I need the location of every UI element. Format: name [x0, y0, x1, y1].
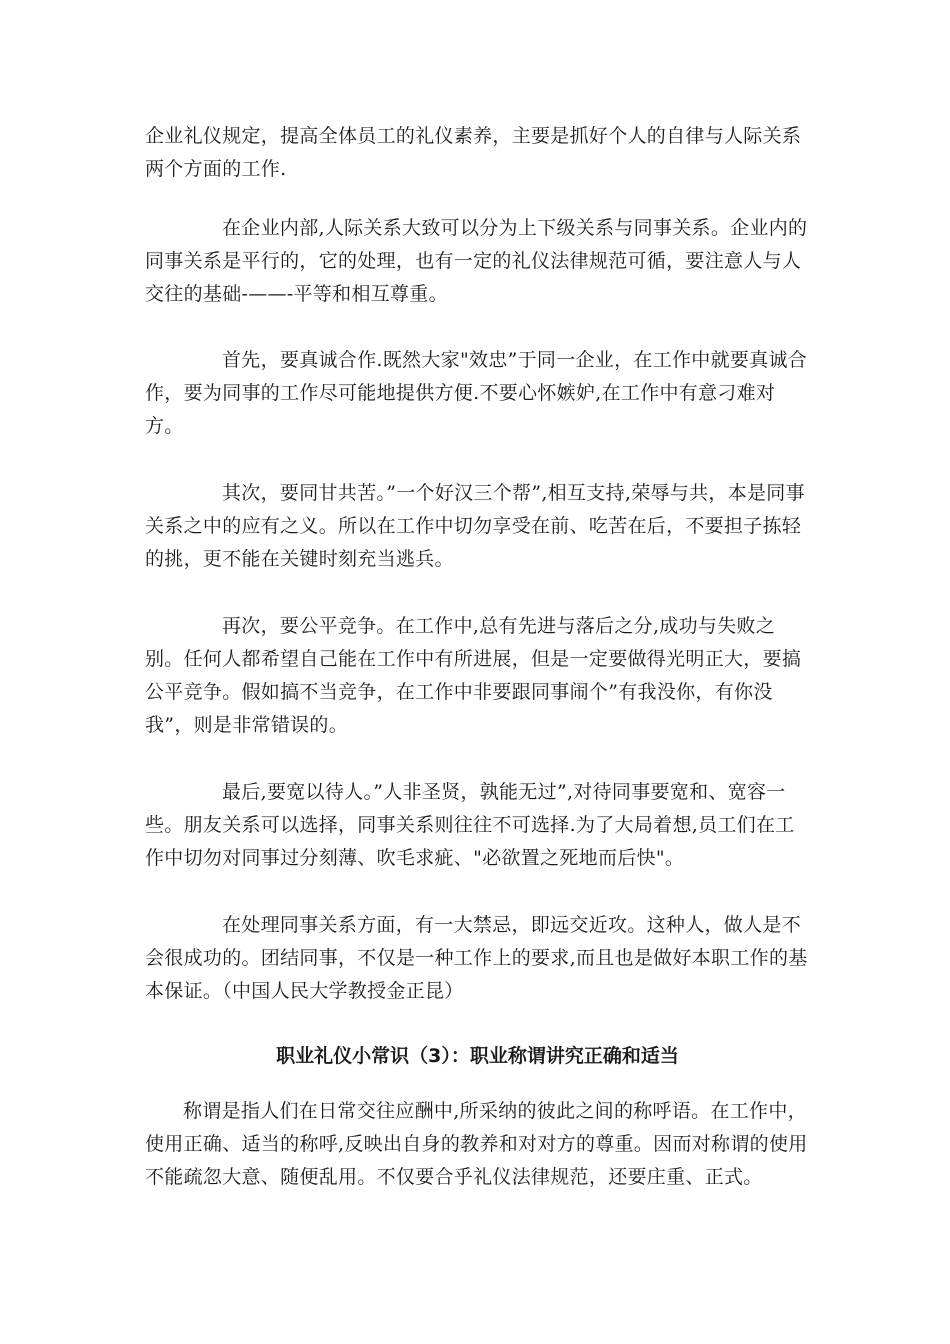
section-heading: 职业礼仪小常识（3）：职业称谓讲究正确和适当 — [276, 1045, 679, 1067]
paragraph-intro: 企业礼仪规定，提高全体员工的礼仪素养，主要是抓好个人的自律与人际关系两个方面的工作. — [145, 125, 802, 180]
paragraph-last-tolerance: 最后,要宽以待人。”人非圣贤，孰能无过”,对待同事要宽和、宽容一些。朋友关系可以选择，同事关系则往往不可选择.为了大局着想,员工们在工作中切勿对同事过分刻薄、吹毛求疵、"必欲置之死地而后快"。 — [145, 781, 795, 869]
paragraph-forms-of-address: 称谓是指人们在日常交往应酬中,所采纳的彼此之间的称呼语。在工作中，使用正确、适当的称呼,反映出自身的教养和对对方的尊重。因而对称谓的使用不能疏忽大意、随便乱用。不仅要合乎礼仪法律规范，还要庄重、正式。 — [145, 1100, 808, 1188]
paragraph-first-cooperation: 首先，要真诚合作.既然大家"效忠”于同一企业，在工作中就要真诚合作，要为同事的工作尽可能地提供方便.不要心怀嫉妒,在工作中有意刁难对方。 — [145, 349, 808, 437]
paragraph-second-share-hardship: 其次，要同甘共苦。”一个好汉三个帮”,相互支持,荣辱与共，本是同事关系之中的应有之义。所以在工作中切勿享受在前、吃苦在后，不要担子拣轻的挑，更不能在关键时刻充当逃兵。 — [145, 482, 805, 570]
paragraph-internal-relations: 在企业内部,人际关系大致可以分为上下级关系与同事关系。企业内的同事关系是平行的，它的处理，也有一定的礼仪法律规范可循，要注意人与人交往的基础-——-平等和相互尊重。 — [145, 217, 808, 305]
paragraph-taboo: 在处理同事关系方面，有一大禁忌，即远交近攻。这种人，做人是不会很成功的。团结同事，不仅是一种工作上的要求,而且也是做好本职工作的基本保证。（中国人民大学教授金正昆） — [145, 914, 808, 1002]
paragraph-third-fair-competition: 再次，要公平竞争。在工作中,总有先进与落后之分,成功与失败之别。任何人都希望自己能在工作中有所进展，但是一定要做得光明正大，要搞公平竞争。假如搞不当竞争，在工作中非要跟同事闹个”有我没你，有你没我”，则是非常错误的。 — [145, 615, 802, 736]
